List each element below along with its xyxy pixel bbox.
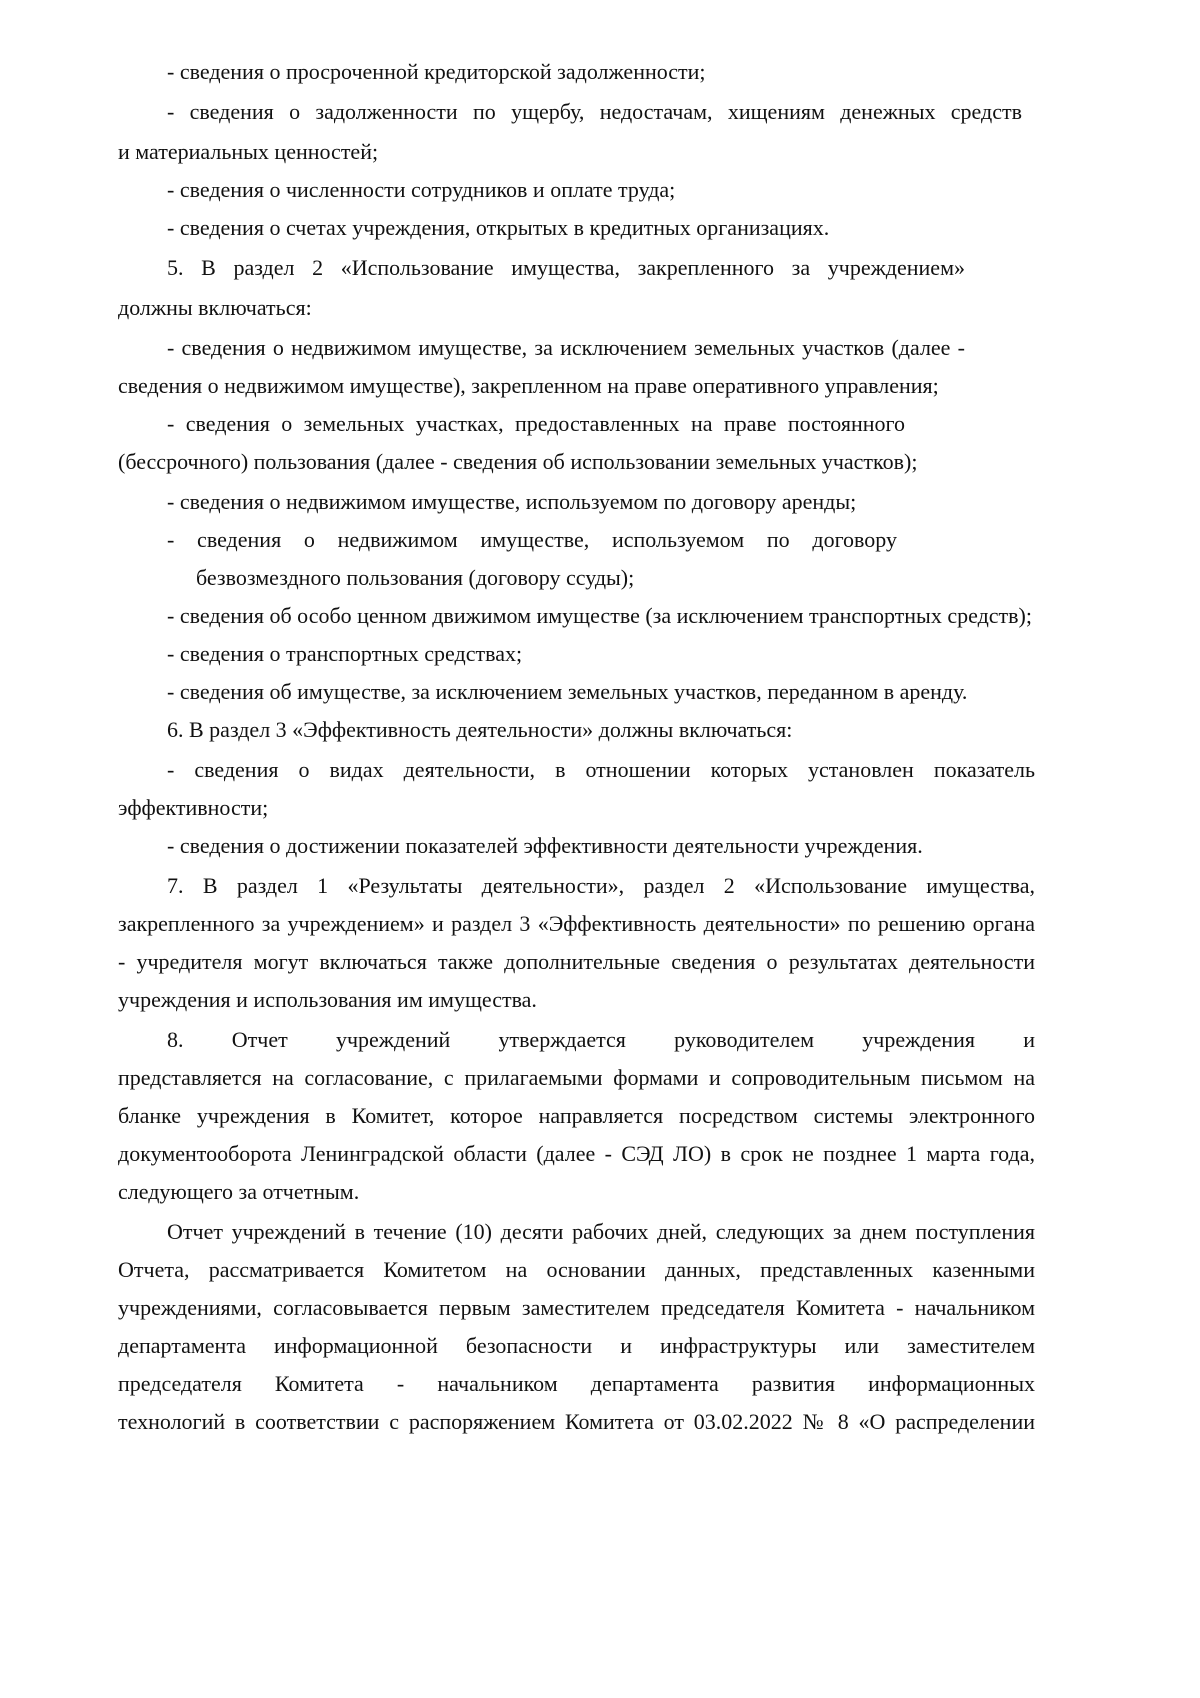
text-line: Отчет учреждений в течение (10) десяти рабочих дней, следующих за днем поступления [167,1219,1035,1244]
text-line: - сведения о недвижимом имуществе, используемом по договору [167,527,897,552]
text-line: - сведения о численности сотрудников и оплате труда; [167,177,676,202]
text-line: - сведения о недвижимом имуществе, за исключением земельных участков (далее - [167,335,965,360]
text-line: закрепленного за учреждением» и раздел 3 «Эффективность деятельности» по решению органа [118,911,1035,936]
text-line: 7. В раздел 1 «Результаты деятельности», раздел 2 «Использование имущества, [167,873,1035,898]
text-line: председателя Комитета - начальником департамента развития информационных [118,1371,1035,1396]
text-line: - сведения о счетах учреждения, открытых в кредитных организациях. [167,215,830,240]
text-line: департамента информационной безопасности и инфраструктуры или заместителем [118,1333,1035,1358]
text-line: - сведения о недвижимом имуществе, используемом по договору аренды; [167,489,857,514]
text-line: технологий в соответствии с распоряжением Комитета от 03.02.2022 № 8 «О распределении [118,1409,1035,1434]
text-line: - сведения о задолженности по ущербу, недостачам, хищениям денежных средств [167,99,1022,124]
text-line: представляется на согласование, с прилагаемыми формами и сопроводительным письмом на [118,1065,1035,1090]
text-line: 5. В раздел 2 «Использование имущества, закрепленного за учреждением» [167,255,965,280]
text-line: следующего за отчетным. [118,1179,360,1204]
text-line: учреждения и использования им имущества. [118,987,537,1012]
text-line: должны включаться: [118,295,312,320]
text-line: - сведения о просроченной кредиторской задолженности; [167,59,706,84]
text-line: учреждениями, согласовывается первым заместителем председателя Комитета - начальником [118,1295,1035,1320]
text-line: безвозмездного пользования (договору ссуды); [196,565,635,590]
text-line: - сведения о достижении показателей эффективности деятельности учреждения. [167,833,923,858]
text-line: 8. Отчет учреждений утверждается руководителем учреждения и [167,1027,1035,1052]
text-line: 6. В раздел 3 «Эффективность деятельности» должны включаться: [167,717,793,742]
text-line: (бессрочного) пользования (далее - сведения об использовании земельных участков); [118,449,918,474]
text-line: бланке учреждения в Комитет, которое направляется посредством системы электронного [118,1103,1035,1128]
text-line: - сведения о транспортных средствах; [167,641,523,666]
text-line: - сведения о земельных участках, предоставленных на праве постоянного [167,411,905,436]
text-line: - сведения о видах деятельности, в отношении которых установлен показатель [167,757,1035,782]
text-line: Отчета, рассматривается Комитетом на основании данных, представленных казенными [118,1257,1035,1282]
text-line: - учредителя могут включаться также дополнительные сведения о результатах деятельности [118,949,1035,974]
text-line: эффективности; [118,795,269,820]
text-line: документооборота Ленинградской области (далее - СЭД ЛО) в срок не позднее 1 марта года, [118,1141,1035,1166]
text-line: - сведения об особо ценном движимом имуществе (за исключением транспортных средств); [167,603,1032,628]
text-line: и материальных ценностей; [118,139,379,164]
text-line: - сведения об имуществе, за исключением земельных участков, переданном в аренду. [167,679,968,704]
text-line: сведения о недвижимом имуществе), закрепленном на праве оперативного управления; [118,373,939,398]
